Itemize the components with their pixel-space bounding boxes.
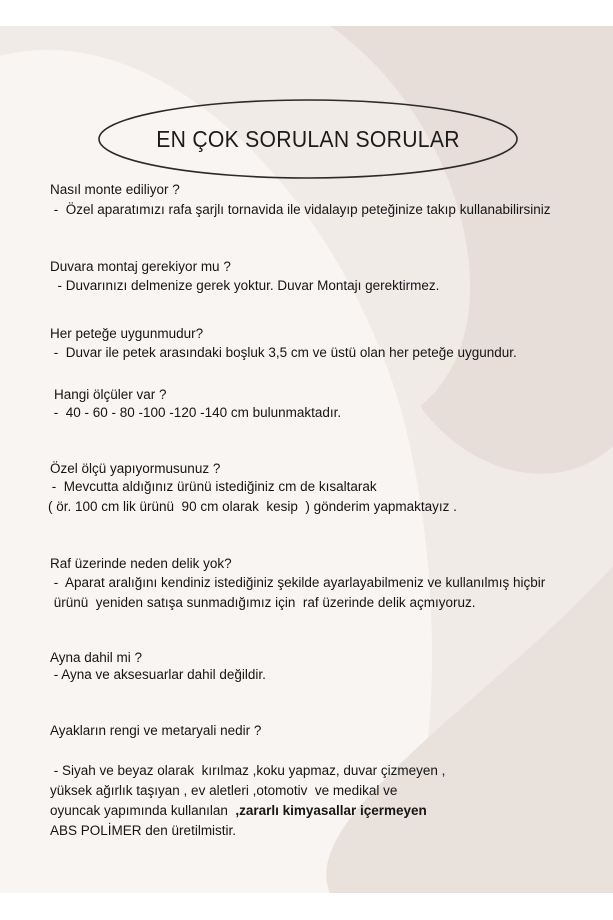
faq-answer-5-line-2: ( ör. 100 cm lik ürünü 90 cm olarak kesip ) gönderim yapmaktayız . [48, 499, 457, 514]
faq-answer-2-line-1: - Duvarınızı delmenize gerek yoktur. Duvar Montajı gerektirmez. [50, 278, 440, 293]
faq-question-8: Ayakların rengi ve metaryali nedir ? [50, 723, 262, 738]
faq-answer-5 [48, 477, 457, 517]
faq-question-4: Hangi ölçüler var ? [54, 387, 167, 402]
faq-answer-5-line-1: - Mevcutta aldığınız ürünü istediğiniz cm de kısaltarak [48, 479, 377, 494]
faq-question-7: Ayna dahil mi ? [50, 650, 143, 665]
faq-answer-6-line-1: - Aparat aralığını kendiniz istediğiniz şekilde ayarlayabilmeniz ve kullanılmış hiçbir [50, 575, 546, 590]
faq-answer-8-line-2: yüksek ağırlık taşıyan , ev aletleri ,otomotiv ve medikal ve [50, 783, 398, 798]
faq-answer-4 [50, 403, 341, 423]
faq-question-1: Nasıl monte ediliyor ? [50, 182, 180, 197]
faq-answer-3-line-1: - Duvar ile petek arasındaki boşluk 3,5 cm ve üstü olan her peteğe uygundur. [50, 345, 517, 360]
faq-answer-8-bold-highlight: ,zararlı kimyasallar içermeyen [231, 803, 427, 818]
faq-answer-7 [50, 665, 266, 685]
faq-answer-4-line-1: - 40 - 60 - 80 -100 -120 -140 cm bulunmaktadır. [50, 405, 342, 420]
faq-question-2: Duvara montaj gerekiyor mu ? [50, 259, 231, 274]
faq-answer-8-line-3 [50, 801, 445, 821]
faq-question-5: Özel ölçü yapıyormusunuz ? [50, 461, 221, 476]
faq-question-3: Her peteğe uygunmudur? [50, 326, 204, 341]
faq-answer-1-line-1: - Özel aparatımızı rafa şarjlı tornavida ile vidalayıp peteğinize takıp kullanabilirsiniz [50, 202, 551, 217]
faq-answer-8-line-1: - Siyah ve beyaz olarak kırılmaz ,koku yapmaz, duvar çizmeyen , [50, 763, 446, 778]
faq-answer-8-line-3-normal: oyuncak yapımında kullanılan [50, 803, 232, 818]
faq-answer-2 [50, 276, 439, 296]
faq-answer-6 [50, 573, 545, 613]
page-title: EN ÇOK SORULAN SORULAR [156, 125, 460, 152]
faq-answer-8-line-4: ABS POLİMER den üretilmistir. [50, 823, 237, 838]
faq-page [0, 26, 613, 893]
faq-answer-6-line-2: ürünü yeniden satışa sunmadığımız için raf üzerinde delik açmıyoruz. [50, 595, 476, 610]
faq-question-6: Raf üzerinde neden delik yok? [50, 556, 232, 571]
faq-answer-1 [50, 200, 550, 220]
faq-answer-8 [50, 761, 445, 841]
faq-answer-3 [50, 343, 517, 363]
faq-answer-7-line-1: - Ayna ve aksesuarlar dahil değildir. [50, 667, 266, 682]
